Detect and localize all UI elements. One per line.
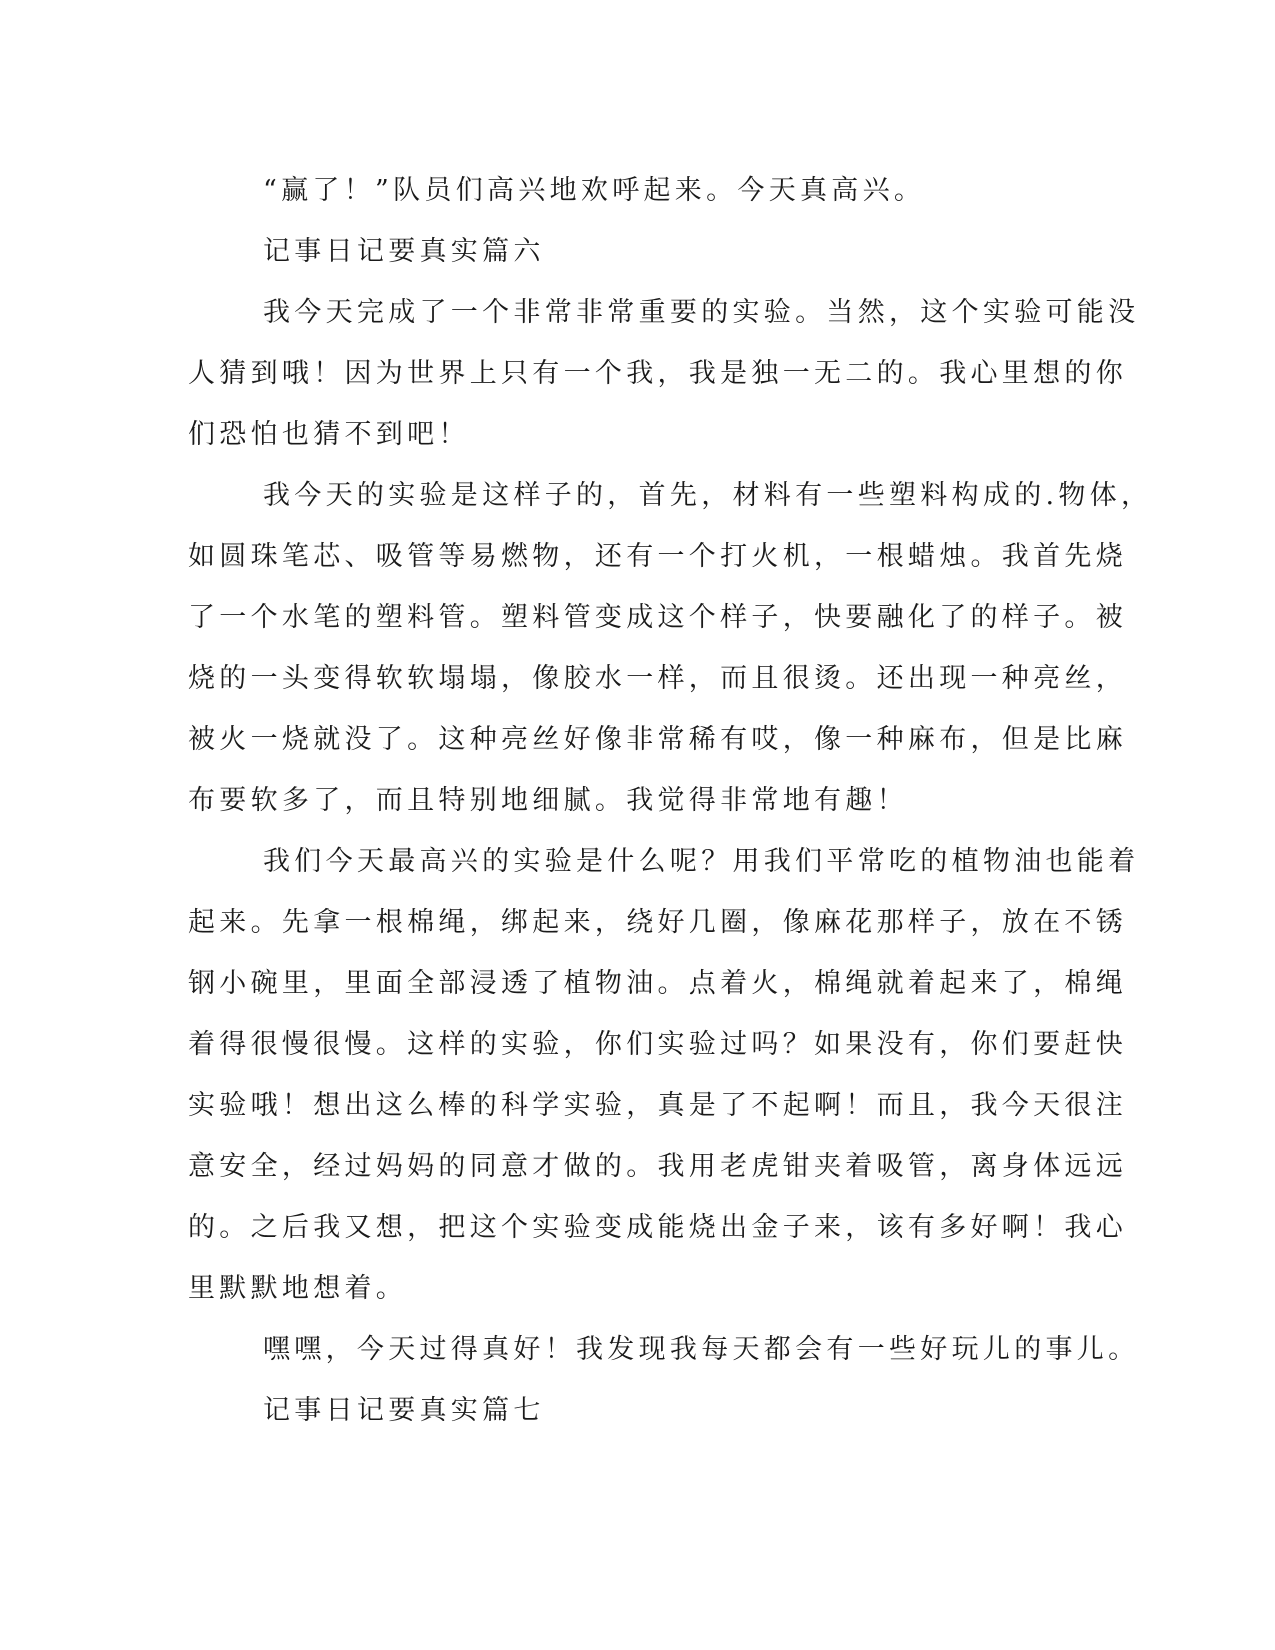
document-body	[188, 160, 1153, 1441]
text-line: 如圆珠笔芯、吸管等易燃物，还有一个打火机，一根蜡烛。我首先烧	[188, 541, 1127, 572]
text-line: 嘿嘿，今天过得真好！我发现我每天都会有一些好玩儿的事儿。	[263, 1334, 1140, 1365]
paragraph	[188, 160, 1078, 221]
paragraph	[188, 831, 1140, 1319]
text-line: 布要软多了，而且特别地细腻。我觉得非常地有趣！	[188, 785, 908, 816]
text-line: 我今天完成了一个非常非常重要的实验。当然，这个实验可能没	[263, 297, 1140, 328]
text-line: “赢了！”队员们高兴地欢呼起来。今天真高兴。	[263, 175, 926, 206]
text-line: 着得很慢很慢。这样的实验，你们实验过吗？如果没有，你们要赶快	[188, 1029, 1127, 1060]
text-line: 实验哦！想出这么棒的科学实验，真是了不起啊！而且，我今天很注	[188, 1090, 1127, 1121]
text-line: 人猜到哦！因为世界上只有一个我，我是独一无二的。我心里想的你	[188, 358, 1127, 389]
paragraph	[188, 282, 1140, 465]
text-line: 了一个水笔的塑料管。塑料管变成这个样子，快要融化了的样子。被	[188, 602, 1127, 633]
text-line: 被火一烧就没了。这种亮丝好像非常稀有哎，像一种麻布，但是比麻	[188, 724, 1127, 755]
section-heading	[188, 221, 1078, 282]
text-line: 记事日记要真实篇六	[263, 236, 545, 267]
section-heading	[188, 1380, 1078, 1441]
text-line: 钢小碗里，里面全部浸透了植物油。点着火，棉绳就着起来了，棉绳	[188, 968, 1127, 999]
text-line: 里默默地想着。	[188, 1273, 408, 1304]
text-line: 我今天的实验是这样子的，首先，材料有一些塑料构成的.物体，	[263, 480, 1153, 511]
paragraph	[188, 1319, 1140, 1380]
text-line: 的。之后我又想，把这个实验变成能烧出金子来，该有多好啊！我心	[188, 1212, 1127, 1243]
text-line: 们恐怕也猜不到吧！	[188, 419, 470, 450]
paragraph	[188, 465, 1153, 831]
text-line: 记事日记要真实篇七	[263, 1395, 545, 1426]
text-line: 起来。先拿一根棉绳，绑起来，绕好几圈，像麻花那样子，放在不锈	[188, 907, 1127, 938]
text-line: 意安全，经过妈妈的同意才做的。我用老虎钳夹着吸管，离身体远远	[188, 1151, 1127, 1182]
text-line: 我们今天最高兴的实验是什么呢？用我们平常吃的植物油也能着	[263, 846, 1140, 877]
text-line: 烧的一头变得软软塌塌，像胶水一样，而且很烫。还出现一种亮丝，	[188, 663, 1127, 694]
